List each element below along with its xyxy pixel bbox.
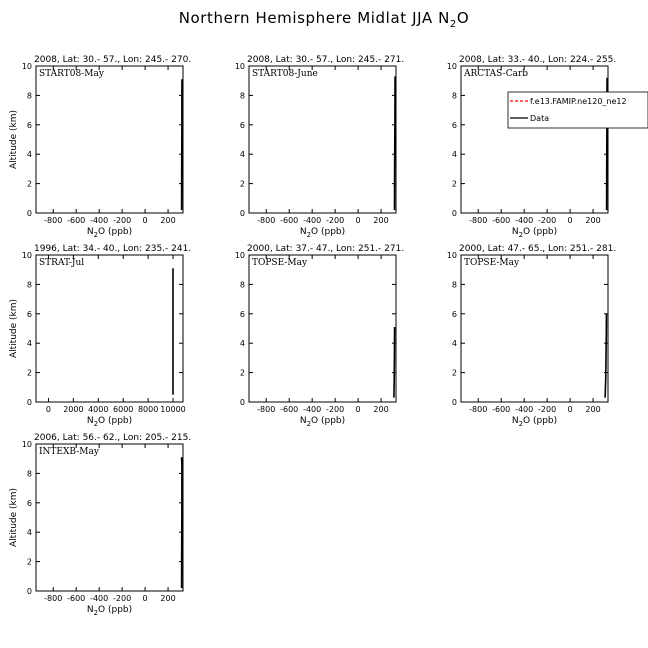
y-tick-label: 10 — [21, 62, 32, 71]
legend-label-model: f.e13.FAMIP.ne120_ne12 — [530, 97, 627, 106]
x-tick-label: 6000 — [113, 405, 134, 414]
x-tick-label: 0 — [45, 405, 52, 414]
y-tick-label: 0 — [239, 209, 245, 218]
plot-frame — [36, 444, 183, 591]
x-tick-label: 200 — [585, 405, 601, 414]
panel-header: 2006, Lat: 56.- 62., Lon: 205.- 215. — [34, 433, 192, 443]
y-tick-label: 10 — [446, 251, 457, 260]
y-tick-label: 0 — [26, 587, 32, 596]
y-tick-label: 2 — [26, 368, 32, 378]
y-tick-label: 6 — [451, 120, 457, 130]
series-line-data — [394, 327, 395, 398]
x-tick-label: -800 — [469, 405, 488, 414]
x-axis-label: $N_2O$ (ppb) — [86, 227, 133, 239]
y-tick-label: 8 — [451, 91, 457, 101]
legend-label-data: Data — [530, 114, 550, 123]
y-tick-label: 2 — [451, 368, 457, 378]
panel-4 — [9, 244, 191, 428]
x-tick-label: 200 — [373, 405, 389, 414]
y-tick-label: 2 — [451, 179, 457, 189]
figure-title — [179, 9, 470, 30]
x-tick-label: -800 — [469, 216, 488, 225]
y-axis-label: Altitude (km) — [9, 487, 19, 548]
x-tick-label: 0 — [355, 216, 361, 225]
y-tick-label: 10 — [21, 440, 32, 449]
x-tick-label: -600 — [280, 216, 299, 225]
x-tick-label: 0 — [355, 405, 361, 414]
x-tick-label: 200 — [160, 594, 176, 603]
x-tick-label: -800 — [44, 216, 63, 225]
y-tick-label: 0 — [26, 209, 32, 218]
x-tick-label: 10000 — [160, 405, 186, 414]
x-tick-label: -400 — [303, 216, 322, 225]
x-tick-label: -600 — [492, 216, 511, 225]
x-tick-label: 0 — [567, 216, 573, 225]
panel-3 — [447, 55, 648, 239]
x-axis-label: $N_2O$ (ppb) — [86, 416, 133, 428]
y-tick-label: 0 — [451, 398, 457, 407]
y-tick-label: 4 — [451, 339, 457, 349]
plot-frame — [461, 66, 608, 213]
y-tick-label: 6 — [26, 120, 32, 130]
x-axis-label: $N_2O$ (ppb) — [511, 416, 558, 428]
y-tick-label: 4 — [26, 150, 32, 160]
campaign-label: TOPSE-May — [464, 258, 520, 268]
y-tick-label: 0 — [239, 398, 245, 407]
y-tick-label: 8 — [239, 280, 245, 290]
plot-frame — [461, 255, 608, 402]
y-tick-label: 10 — [21, 251, 32, 260]
y-tick-label: 4 — [239, 150, 245, 160]
y-tick-label: 4 — [451, 150, 457, 160]
y-tick-label: 6 — [239, 120, 245, 130]
series-line-data — [605, 314, 606, 398]
campaign-label: TOPSE-May — [252, 258, 308, 268]
panel-header: 1996, Lat: 34.- 40., Lon: 235.- 241. — [34, 244, 192, 254]
plot-frame — [249, 66, 396, 213]
x-tick-label: -600 — [67, 216, 86, 225]
y-tick-label: 4 — [239, 339, 245, 349]
figure-title-main: Northern Hemisphere Midlat JJA N — [178, 9, 450, 27]
x-tick-label: 200 — [373, 216, 389, 225]
y-tick-label: 8 — [451, 280, 457, 290]
x-tick-label: -800 — [44, 594, 63, 603]
figure-title-tail: O — [456, 9, 470, 27]
x-tick-label: -200 — [113, 594, 132, 603]
y-tick-label: 6 — [26, 309, 32, 319]
panel-header: 2000, Lat: 37.- 47., Lon: 251.- 271. — [247, 244, 405, 254]
panel-5 — [235, 244, 404, 428]
y-tick-label: 2 — [26, 557, 32, 567]
campaign-label: STRAT-Jul — [39, 258, 85, 268]
panel-header: 2008, Lat: 30.- 57., Lon: 245.- 271. — [247, 55, 405, 65]
x-tick-label: 4000 — [88, 405, 109, 414]
x-tick-label: -200 — [326, 216, 345, 225]
x-tick-label: -800 — [257, 216, 276, 225]
panels — [9, 55, 648, 617]
y-tick-label: 8 — [26, 469, 32, 479]
y-tick-label: 0 — [26, 398, 32, 407]
figure-title-subscript: 2 — [449, 19, 457, 30]
y-tick-label: 4 — [26, 339, 32, 349]
y-tick-label: 6 — [239, 309, 245, 319]
series-line-data — [395, 76, 396, 210]
x-tick-label: -200 — [538, 216, 557, 225]
x-tick-label: -400 — [515, 405, 534, 414]
x-tick-label: -600 — [492, 405, 511, 414]
y-tick-label: 8 — [26, 280, 32, 290]
x-tick-label: -600 — [67, 594, 86, 603]
x-tick-label: -400 — [90, 594, 109, 603]
x-axis-label: $N_2O$ (ppb) — [299, 416, 346, 428]
x-tick-label: -400 — [90, 216, 109, 225]
x-axis-label: $N_2O$ (ppb) — [511, 227, 558, 239]
panel-header: 2008, Lat: 33.- 40., Lon: 224.- 255. — [459, 55, 617, 65]
y-axis-label: Altitude (km) — [9, 298, 19, 359]
x-tick-label: -200 — [113, 216, 132, 225]
y-axis-label: Altitude (km) — [9, 109, 19, 170]
y-tick-label: 6 — [26, 498, 32, 508]
plot-frame — [36, 255, 183, 402]
x-axis-label: $N_2O$ (ppb) — [86, 605, 133, 617]
y-tick-label: 8 — [26, 91, 32, 101]
panel-1 — [9, 55, 191, 239]
panel-2 — [235, 55, 404, 239]
campaign-label: START08-May — [39, 69, 104, 79]
x-tick-label: 2000 — [63, 405, 84, 414]
y-tick-label: 0 — [451, 209, 457, 218]
y-tick-label: 8 — [239, 91, 245, 101]
panel-7 — [9, 433, 191, 617]
y-tick-label: 2 — [239, 368, 245, 378]
campaign-label: START08-June — [252, 69, 318, 79]
x-tick-label: -200 — [326, 405, 345, 414]
y-tick-label: 2 — [26, 179, 32, 189]
x-tick-label: -200 — [538, 405, 557, 414]
y-tick-label: 10 — [234, 251, 245, 260]
x-tick-label: 0 — [142, 216, 148, 225]
y-tick-label: 4 — [26, 528, 32, 538]
x-tick-label: 200 — [160, 216, 176, 225]
x-axis-label: $N_2O$ (ppb) — [299, 227, 346, 239]
y-tick-label: 6 — [451, 309, 457, 319]
x-tick-label: -400 — [515, 216, 534, 225]
panel-header: 2000, Lat: 47.- 65., Lon: 251.- 281. — [459, 244, 617, 254]
y-tick-label: 2 — [239, 179, 245, 189]
x-tick-label: -600 — [280, 405, 299, 414]
plot-frame — [36, 66, 183, 213]
x-tick-label: 200 — [585, 216, 601, 225]
x-tick-label: 0 — [142, 594, 148, 603]
x-tick-label: 0 — [567, 405, 573, 414]
panel-6 — [447, 244, 616, 428]
y-tick-label: 10 — [234, 62, 245, 71]
x-tick-label: 8000 — [137, 405, 159, 414]
campaign-label: ARCTAS-Carb — [464, 69, 529, 79]
panel-header: 2008, Lat: 30.- 57., Lon: 245.- 270. — [34, 55, 192, 65]
x-tick-label: -800 — [257, 405, 276, 414]
legend — [508, 92, 648, 128]
x-tick-label: -400 — [303, 405, 322, 414]
campaign-label: INTEXB-May — [39, 447, 99, 457]
y-tick-label: 10 — [446, 62, 457, 71]
plot-frame — [249, 255, 396, 402]
